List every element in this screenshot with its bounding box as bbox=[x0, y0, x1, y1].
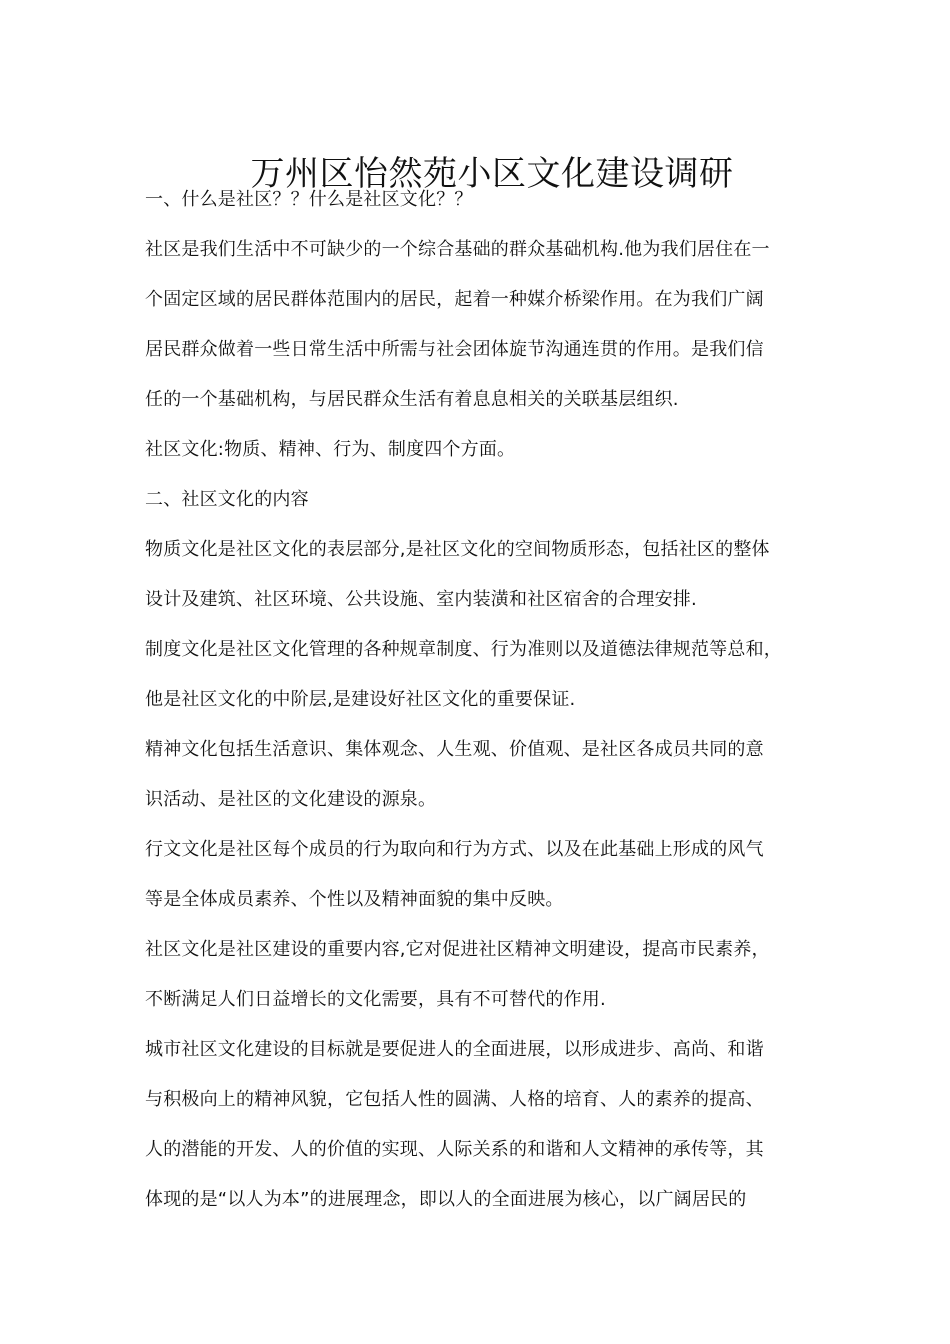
paragraph-line: 社区文化是社区建设的重要内容,它对促进社区精神文明建设，提高市民素养， bbox=[145, 939, 770, 960]
paragraph-line: 识活动、是社区的文化建设的源泉。 bbox=[145, 789, 437, 810]
paragraph-line: 制度文化是社区文化管理的各种规章制度、行为准则以及道德法律规范等总和， bbox=[145, 639, 782, 660]
paragraph-line: 人的潜能的开发、人的价值的实现、人际关系的和谐和人文精神的承传等，其 bbox=[145, 1139, 764, 1160]
paragraph-line: 居民群众做着一些日常生活中所需与社会团体旋节沟通连贯的作用。是我们信 bbox=[145, 339, 764, 360]
section-heading-1: 一、什么是社区？？什么是社区文化？？ bbox=[145, 189, 473, 210]
paragraph-line: 任的一个基础机构，与居民群众生活有着息息相关的关联基层组织. bbox=[145, 389, 679, 410]
paragraph-line: 行文文化是社区每个成员的行为取向和行为方式、以及在此基础上形成的风气 bbox=[145, 839, 764, 860]
paragraph-line: 个固定区域的居民群体范围内的居民，起着一种媒介桥梁作用。在为我们广阔 bbox=[145, 289, 764, 310]
section-heading-2: 二、社区文化的内容 bbox=[145, 489, 309, 510]
paragraph-line: 设计及建筑、社区环境、公共设施、室内装潢和社区宿舍的合理安排. bbox=[145, 589, 697, 610]
paragraph-line: 精神文化包括生活意识、集体观念、人生观、价值观、是社区各成员共同的意 bbox=[145, 739, 764, 760]
paragraph-line: 体现的是“以人为本”的进展理念，即以人的全面进展为核心，以广阔居民的 bbox=[145, 1189, 747, 1210]
paragraph-line: 与积极向上的精神风貌，它包括人性的圆满、人格的培育、人的素养的提高、 bbox=[145, 1089, 764, 1110]
paragraph-line: 不断满足人们日益增长的文化需要，具有不可替代的作用. bbox=[145, 989, 606, 1010]
paragraph-line: 等是全体成员素养、个性以及精神面貌的集中反映。 bbox=[145, 889, 564, 910]
paragraph-line: 物质文化是社区文化的表层部分,是社区文化的空间物质形态，包括社区的整体 bbox=[145, 539, 770, 560]
paragraph-line: 城市社区文化建设的目标就是要促进人的全面进展，以形成进步、高尚、和谐 bbox=[145, 1039, 764, 1060]
paragraph-line: 社区是我们生活中不可缺少的一个综合基础的群众基础机构.他为我们居住在一 bbox=[145, 239, 770, 260]
paragraph-line: 社区文化:物质、精神、行为、制度四个方面。 bbox=[145, 439, 516, 460]
document-title: 万州区怡然苑小区文化建设调研 bbox=[250, 153, 734, 194]
paragraph-line: 他是社区文化的中阶层,是建设好社区文化的重要保证. bbox=[145, 689, 576, 710]
